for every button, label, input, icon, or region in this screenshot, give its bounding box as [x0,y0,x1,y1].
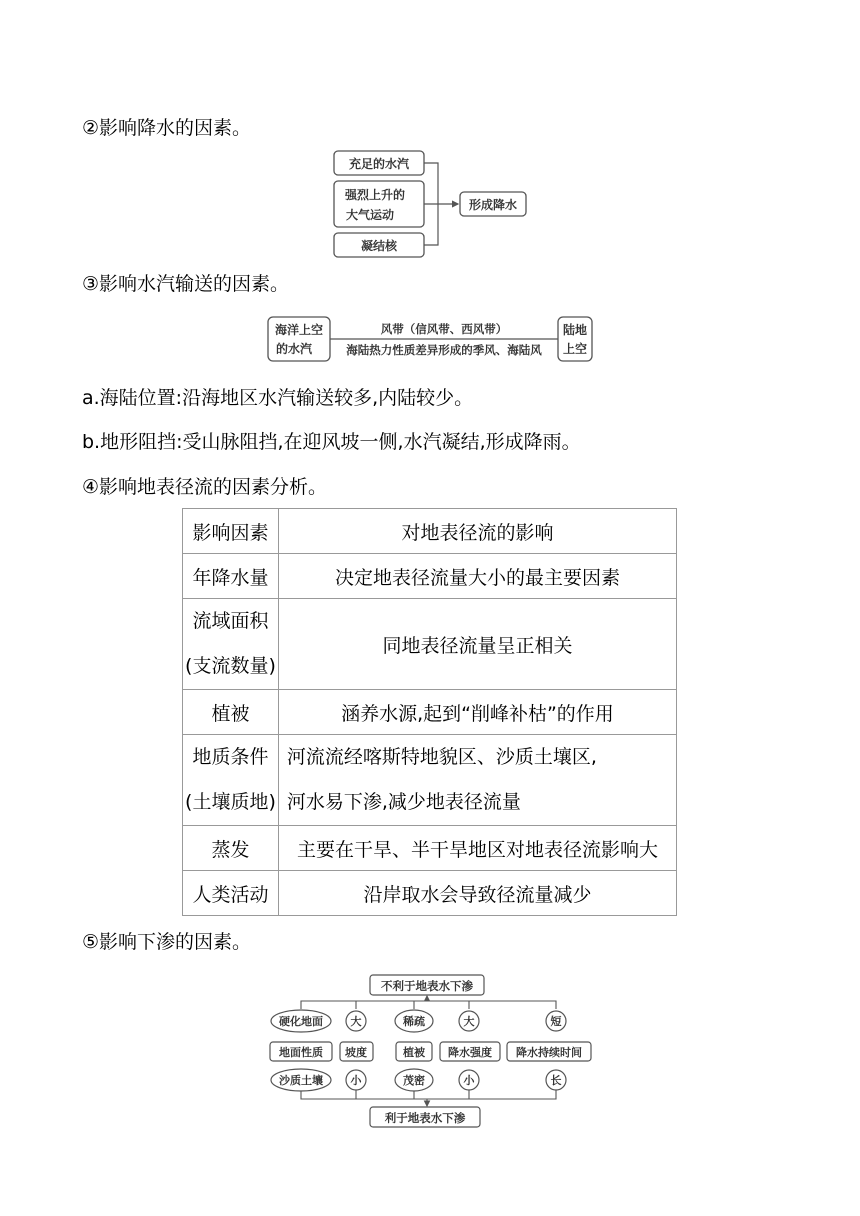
cell-factor-line2: (土壤质地) [185,791,276,813]
ocean-vapor-line1: 海洋上空 [274,323,324,337]
value-duration-long: 长 [550,1074,562,1087]
factor-vapor: 充足的水汽 [348,157,410,171]
paragraph-sea-land-position: a.海陆位置:沿海地区水汽输送较多,内陆较少。 [82,387,474,409]
cell-factor: 植被 [183,690,279,735]
value-intensity-large: 大 [463,1015,475,1028]
cell-factor: 人类活动 [183,871,279,916]
cell-factor [183,599,279,690]
factor-intensity: 降水强度 [448,1046,492,1059]
table-header-row [183,509,677,554]
result-precipitation: 形成降水 [468,198,518,212]
cell-factor: 年降水量 [183,554,279,599]
land-line1: 陆地 [562,323,588,337]
factor-ground-nature: 地面性质 [279,1046,323,1059]
cell-factor [183,735,279,826]
value-hardened-ground: 硬化地面 [279,1015,323,1028]
ocean-vapor-line2: 的水汽 [275,342,313,356]
factor-uplift-line2: 大气运动 [345,208,395,222]
value-slope-large: 大 [350,1015,362,1028]
table-row [183,826,677,871]
runoff-factors-table [182,508,677,916]
cell-factor-line1: 流域面积 [192,610,269,632]
precipitation-diagram [330,147,530,259]
factor-duration: 降水持续时间 [516,1046,582,1059]
table-row [183,599,677,690]
heading-precipitation: ②影响降水的因素。 [82,117,252,139]
cell-effect-line2: 河水易下渗,减少地表径流量 [286,791,521,813]
bottom-connector-lines [301,1090,556,1099]
land-line2: 上空 [562,342,588,356]
factor-uplift-line1: 强烈上升的 [344,188,406,202]
top-connector-lines [301,1001,556,1009]
monsoon-label: 海陆热力性质差异形成的季风、海陆风 [346,343,542,357]
cell-effect: 主要在干旱、半干旱地区对地表径流影响大 [278,826,676,871]
value-sandy-soil: 沙质土壤 [279,1074,323,1087]
heading-vapor-transport: ③影响水汽输送的因素。 [82,273,290,295]
header-factor: 影响因素 [183,509,279,554]
factor-slope: 坡度 [345,1046,367,1059]
cell-factor: 蒸发 [183,826,279,871]
table-row [183,871,677,916]
unfavorable-label: 不利于地表水下渗 [381,979,473,993]
cell-effect-line1: 河流流经喀斯特地貌区、沙质土壤区, [286,746,597,768]
wind-belt-label: 风带（信风带、西风带） [380,322,508,336]
cell-effect: 沿岸取水会导致径流量减少 [278,871,676,916]
infiltration-diagram [264,972,596,1132]
value-duration-short: 短 [550,1015,562,1028]
factor-vegetation: 植被 [403,1046,425,1059]
table-row [183,690,677,735]
value-slope-small: 小 [350,1074,362,1087]
cell-effect: 涵养水源,起到“削峰补枯”的作用 [278,690,676,735]
value-sparse: 稀疏 [403,1015,425,1028]
cell-effect: 决定地表径流量大小的最主要因素 [278,554,676,599]
cell-factor-line2: (支流数量) [185,655,276,677]
heading-runoff: ④影响地表径流的因素分析。 [82,476,328,498]
paragraph-terrain: b.地形阻挡:受山脉阻挡,在迎风坡一侧,水汽凝结,形成降雨。 [82,431,581,453]
favorable-label: 利于地表水下渗 [384,1111,466,1125]
value-intensity-small: 小 [463,1074,475,1087]
header-effect: 对地表径流的影响 [278,509,676,554]
value-dense: 茂密 [403,1074,425,1087]
heading-infiltration: ⑤影响下渗的因素。 [82,931,252,953]
bracket-lines [424,163,458,245]
table-row [183,554,677,599]
cell-factor-line1: 地质条件 [192,746,269,768]
cell-effect: 同地表径流量呈正相关 [278,599,676,690]
factor-nuclei: 凝结核 [360,239,398,253]
table-row [183,735,677,826]
vapor-transport-diagram [266,315,596,363]
cell-effect [278,735,676,826]
